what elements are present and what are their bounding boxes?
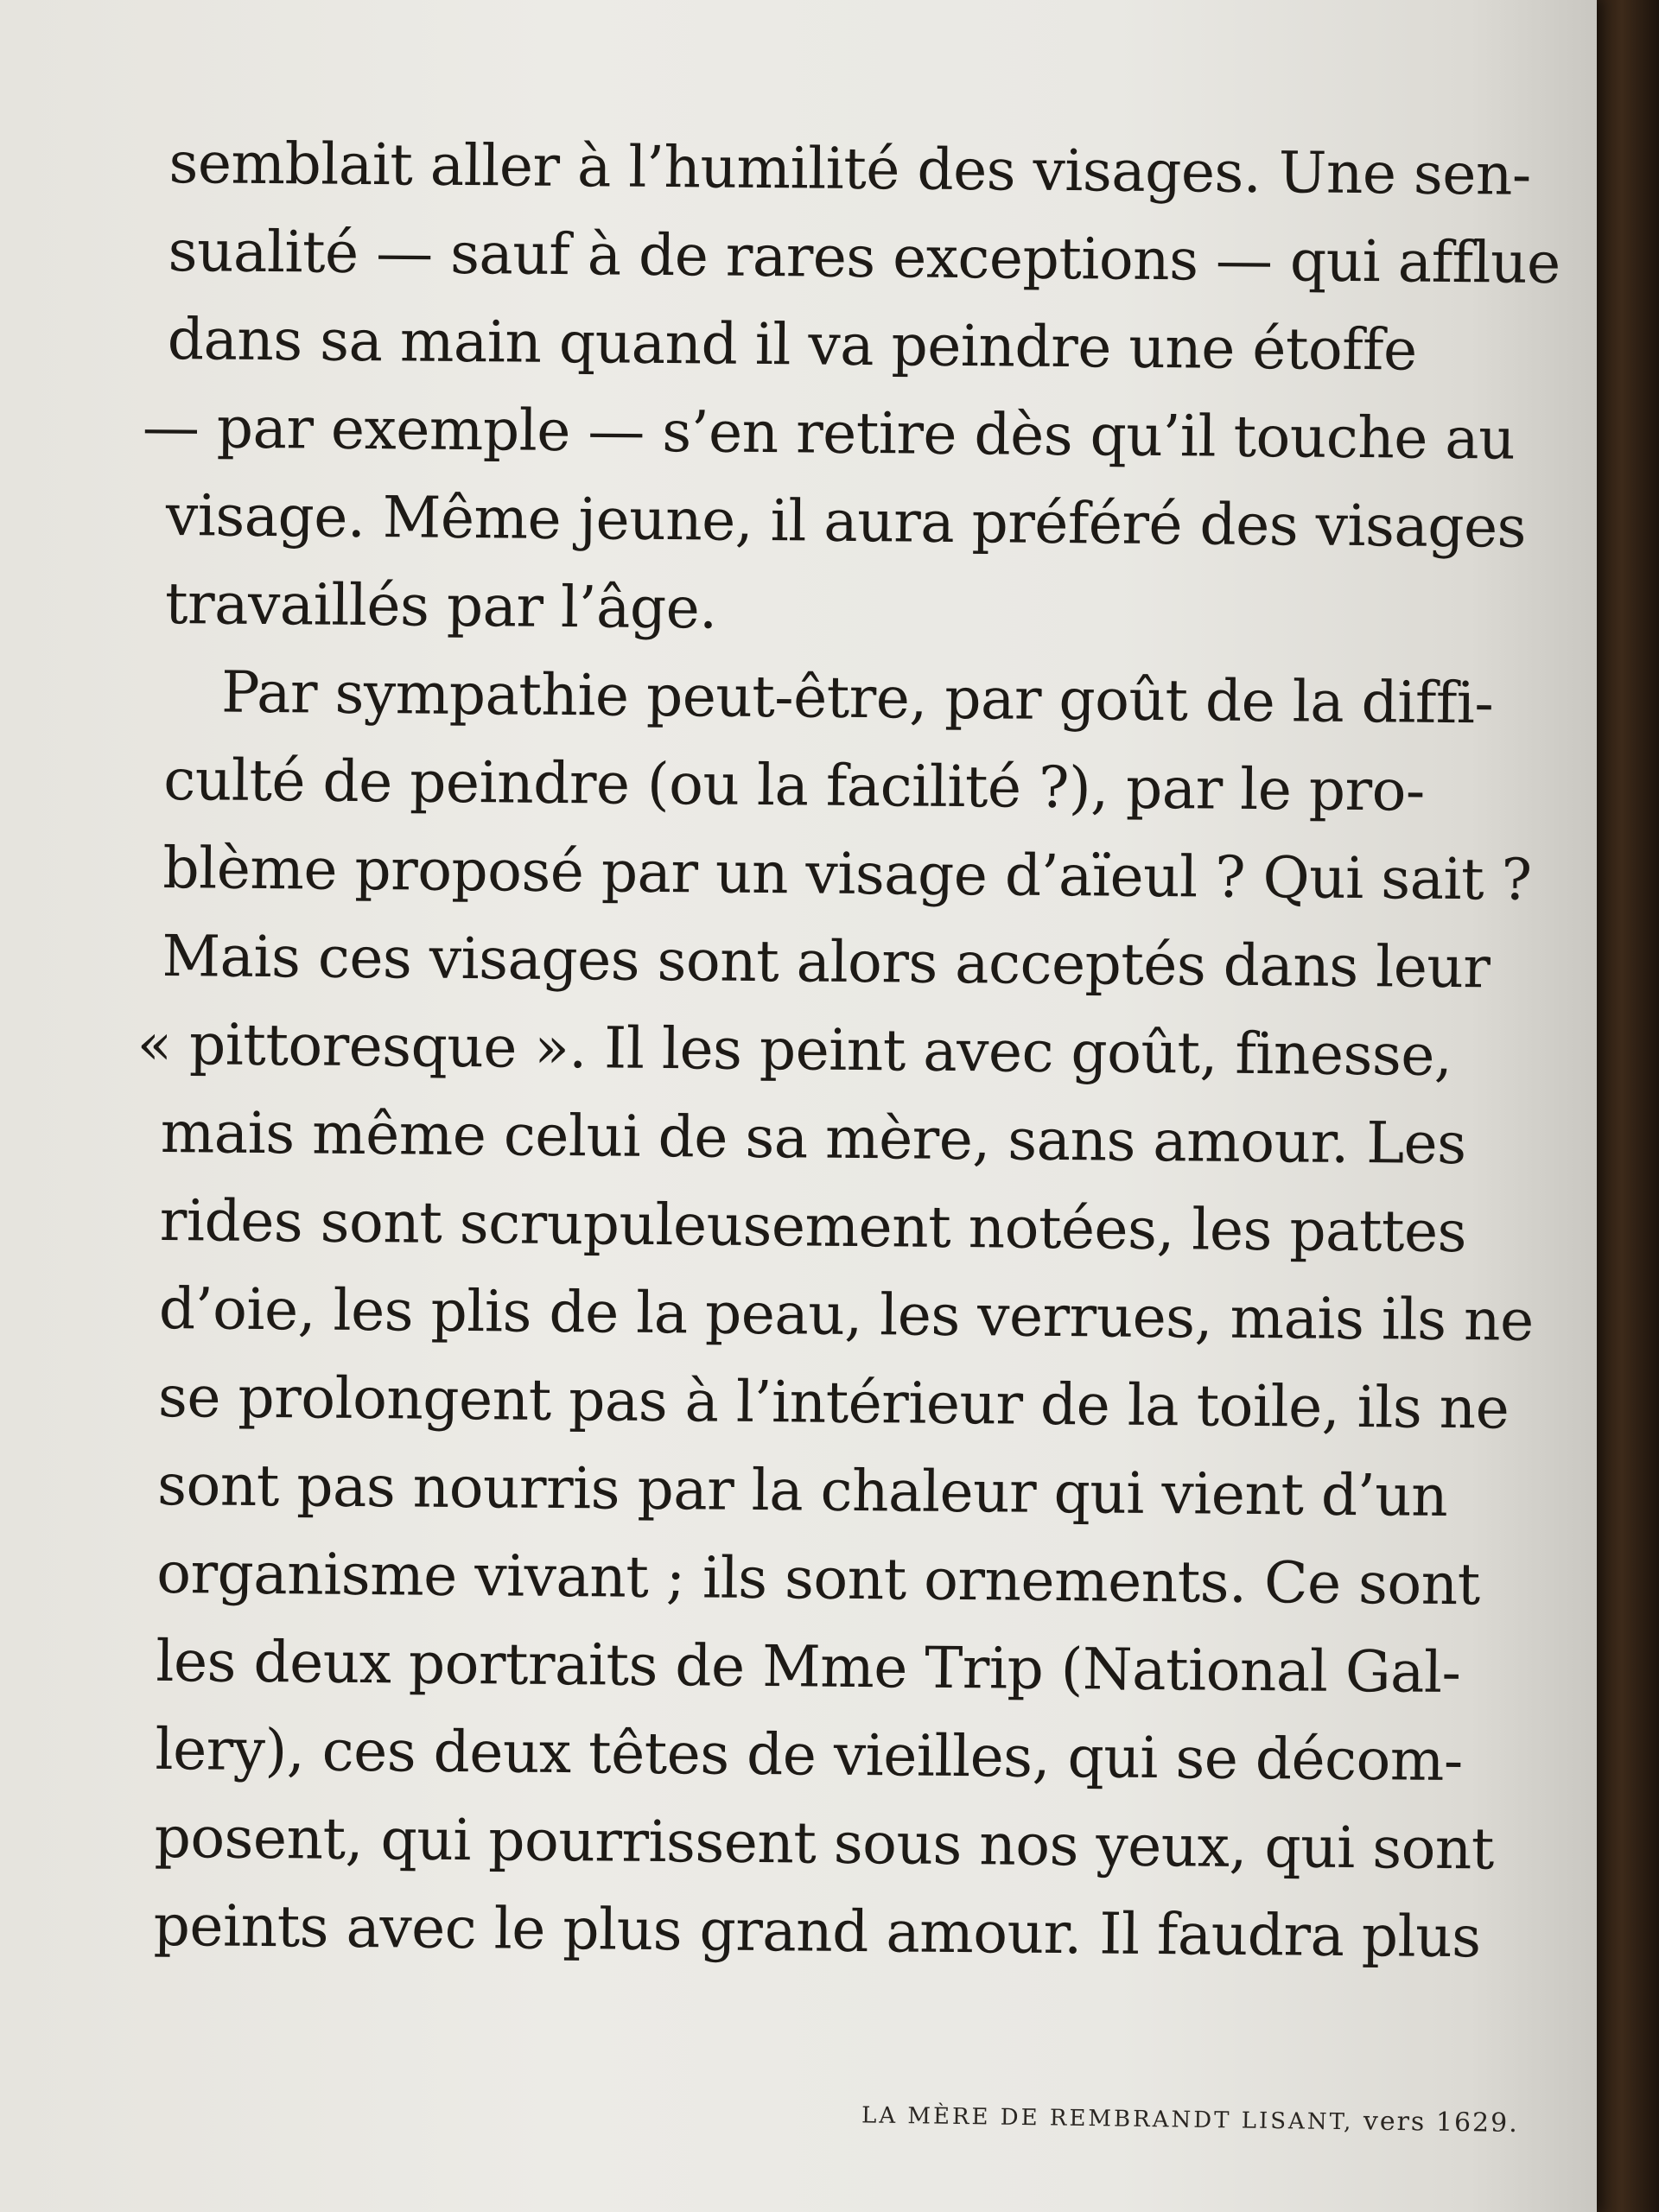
text-line: organisme vivant ; ils sont ornements. Ce sont <box>156 1539 1481 1618</box>
text-line: sont pas nourris par la chaleur qui vient d’un <box>156 1451 1448 1529</box>
text-line: Par sympathie peut-être, par goût de la diffi- <box>220 658 1494 737</box>
text-line: d’oie, les plis de la peau, les verrues, mais ils ne <box>158 1274 1534 1354</box>
text-line: posent, qui pourrissent sous nos yeux, qui sont <box>154 1803 1495 1883</box>
body-text <box>137 119 1561 1982</box>
text-line: culté de peindre (ou la facilité ?), par le pro- <box>162 746 1426 824</box>
paragraph-1 <box>142 119 1561 660</box>
book-edge <box>1597 0 1659 2212</box>
text-line: — par exemple — s’en retire dès qu’il touche au <box>142 393 1516 473</box>
text-line: dans sa main quand il va peindre une étoffe <box>167 305 1417 384</box>
text-line: « pittoresque ». Il les peint avec goût, finesse, <box>137 1010 1452 1089</box>
text-line: sualité — sauf à de rares exceptions — qui afflue <box>168 217 1561 297</box>
text-line: rides sont scrupuleusement notées, les pattes <box>159 1186 1467 1266</box>
caption-date: vers 1629. <box>1353 2106 1519 2139</box>
text-line: se prolongent pas à l’intérieur de la toile, ils ne <box>157 1363 1510 1442</box>
text-line: Mais ces visages sont alors acceptés dans leur <box>162 922 1491 1001</box>
caption-title: LA MÈRE DE REMBRANDT LISANT, <box>861 2102 1354 2136</box>
figure-caption-footer <box>776 2098 1519 2139</box>
text-line: visage. Même jeune, il aura préféré des visages <box>165 481 1527 561</box>
text-line: blème proposé par un visage d’aïeul ? Qui sait ? <box>162 834 1532 913</box>
paragraph-2 <box>137 648 1534 1982</box>
text-line: semblait aller à l’humilité des visages. Une sen- <box>168 129 1532 208</box>
text-line: travaillés par l’âge. <box>164 569 718 642</box>
text-line: mais même celui de sa mère, sans amour. Les <box>160 1098 1466 1178</box>
text-line: peints avec le plus grand amour. Il faudra plus <box>153 1891 1481 1971</box>
text-line: lery), ces deux têtes de vieilles, qui se décom- <box>155 1715 1464 1795</box>
text-line: les deux portraits de Mme Trip (National Gal- <box>156 1627 1461 1707</box>
